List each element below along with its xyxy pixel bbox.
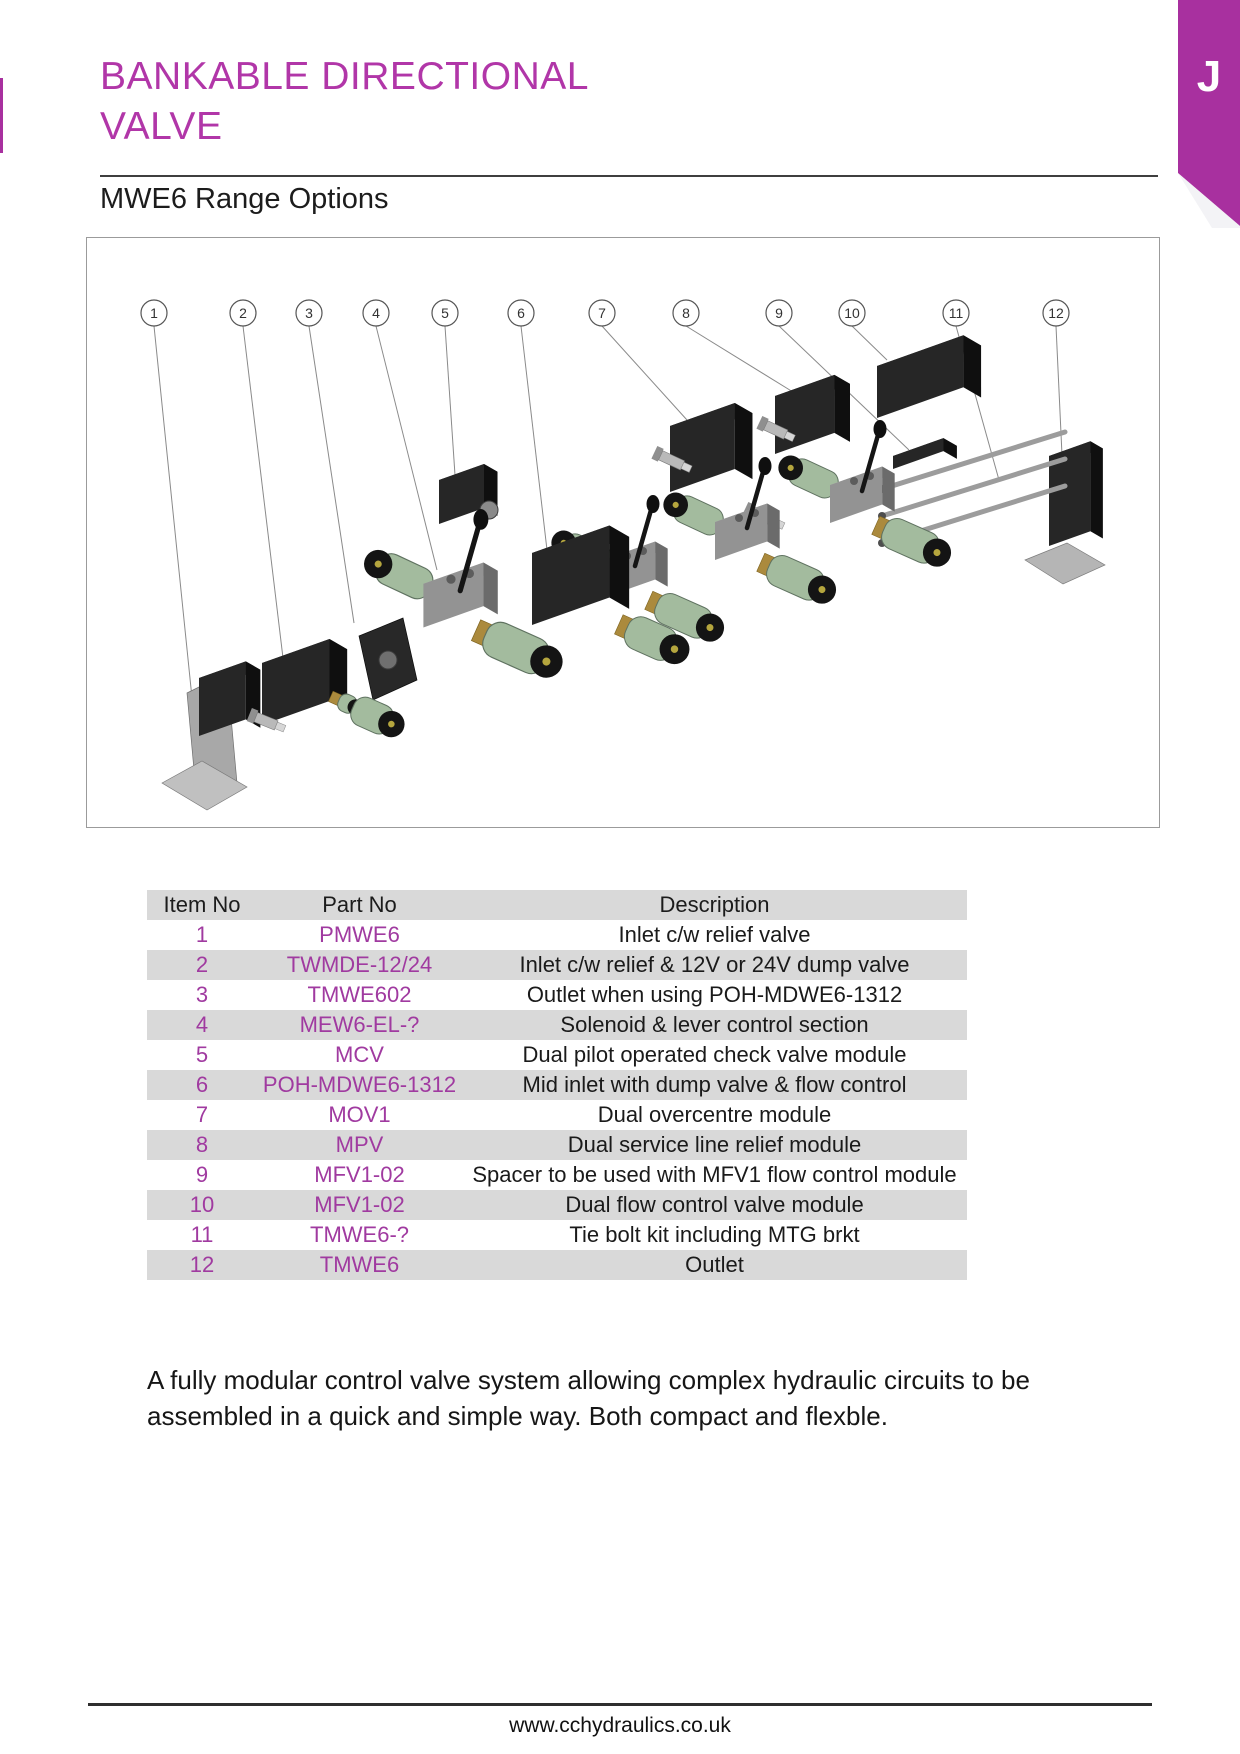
page-edge-mark bbox=[0, 78, 3, 153]
cell-item-no: 11 bbox=[190, 1222, 214, 1247]
cell-item-no: 2 bbox=[147, 950, 257, 980]
cell-part-no: MPV bbox=[257, 1130, 462, 1160]
cell-item-no: 5 bbox=[195, 1042, 209, 1067]
page-subtitle: MWE6 Range Options bbox=[100, 183, 389, 215]
cell-part-no: PMWE6 bbox=[319, 922, 400, 947]
table-row bbox=[147, 1190, 967, 1220]
part-dual-flow-control-module bbox=[877, 335, 981, 418]
callout-1 bbox=[141, 300, 167, 326]
cell-description: Inlet c/w relief valve bbox=[618, 922, 811, 947]
cell-part-no: TMWE602 bbox=[307, 982, 412, 1007]
cell-item-no: 10 bbox=[147, 1190, 257, 1220]
svg-text:5: 5 bbox=[441, 305, 449, 321]
cell-item-no: 4 bbox=[147, 1010, 257, 1040]
column-header-part-no: Part No bbox=[257, 890, 462, 920]
table-row bbox=[147, 980, 967, 1010]
cell-part-no: TMWE6 bbox=[257, 1250, 462, 1280]
cell-description: Inlet c/w relief & 12V or 24V dump valve bbox=[462, 950, 967, 980]
footer-divider bbox=[88, 1703, 1152, 1706]
cell-description: Spacer to be used with MFV1 flow control module bbox=[472, 1162, 957, 1187]
page-title bbox=[100, 52, 1000, 152]
exploded-view-diagram bbox=[87, 238, 1159, 827]
cell-description: Dual flow control valve module bbox=[462, 1190, 967, 1220]
cell-item-no: 9 bbox=[195, 1162, 209, 1187]
svg-text:9: 9 bbox=[775, 305, 783, 321]
callout-3 bbox=[296, 300, 322, 326]
page-title-line1: BANKABLE DIRECTIONAL bbox=[100, 55, 589, 98]
part-check-valve-module bbox=[439, 464, 498, 524]
cell-part-no: POH-MDWE6-1312 bbox=[257, 1070, 462, 1100]
callout-9 bbox=[766, 300, 792, 326]
callout-8 bbox=[673, 300, 699, 326]
callout-10 bbox=[839, 300, 865, 326]
description-paragraph: A fully modular control valve system allowing complex hydraulic circuits to be assembled in a quick and simple way. Both compact and flexble. bbox=[147, 1365, 1030, 1431]
cell-part-no: MCV bbox=[335, 1042, 384, 1067]
svg-text:1: 1 bbox=[150, 305, 158, 321]
parts-table bbox=[147, 890, 967, 1280]
section-tab-ribbon bbox=[1178, 0, 1240, 228]
cell-part-no: MFV1-02 bbox=[257, 1190, 462, 1220]
svg-text:3: 3 bbox=[305, 305, 313, 321]
section-tab bbox=[1178, 0, 1240, 228]
table-row bbox=[147, 1160, 967, 1190]
title-divider bbox=[100, 175, 1158, 177]
svg-text:12: 12 bbox=[1048, 305, 1064, 321]
cell-part-no: MFV1-02 bbox=[314, 1162, 405, 1187]
column-header-item-no: Item No bbox=[147, 890, 257, 920]
part-service-line-relief-module bbox=[756, 375, 850, 454]
table-row bbox=[147, 1250, 967, 1280]
page-title-line2: VALVE bbox=[100, 105, 223, 148]
cell-description: Dual service line relief module bbox=[462, 1130, 967, 1160]
svg-text:10: 10 bbox=[844, 305, 860, 321]
svg-text:7: 7 bbox=[598, 305, 606, 321]
cell-description: Solenoid & lever control section bbox=[462, 1010, 967, 1040]
cell-description: Mid inlet with dump valve & flow control bbox=[462, 1070, 967, 1100]
footer-website-link[interactable]: www.cchydraulics.co.uk bbox=[509, 1714, 731, 1737]
cell-item-no: 8 bbox=[147, 1130, 257, 1160]
table-row bbox=[147, 920, 967, 950]
table-row bbox=[147, 1040, 967, 1070]
table-row bbox=[147, 1220, 967, 1250]
svg-text:4: 4 bbox=[372, 305, 380, 321]
cell-description: Dual pilot operated check valve module bbox=[522, 1042, 907, 1067]
cell-description: Dual overcentre module bbox=[597, 1102, 832, 1127]
callout-6 bbox=[508, 300, 534, 326]
parts-table-header-row bbox=[147, 890, 967, 920]
cell-item-no: 3 bbox=[195, 982, 209, 1007]
svg-text:8: 8 bbox=[682, 305, 690, 321]
table-row bbox=[147, 1070, 967, 1100]
cell-item-no: 6 bbox=[147, 1070, 257, 1100]
cell-description: Outlet bbox=[462, 1250, 967, 1280]
cell-item-no: 12 bbox=[147, 1250, 257, 1280]
cell-part-no: MOV1 bbox=[328, 1102, 391, 1127]
callout-7 bbox=[589, 300, 615, 326]
callout-4 bbox=[363, 300, 389, 326]
callout-11 bbox=[943, 300, 969, 326]
part-spacer-plate bbox=[893, 438, 957, 469]
section-tab-letter: J bbox=[1196, 52, 1222, 101]
cell-description: Outlet when using POH-MDWE6-1312 bbox=[526, 982, 903, 1007]
cell-description: Tie bolt kit including MTG brkt bbox=[569, 1222, 860, 1247]
table-row bbox=[147, 950, 967, 980]
svg-text:6: 6 bbox=[517, 305, 525, 321]
part-outlet-plate bbox=[359, 618, 417, 700]
table-row bbox=[147, 1010, 967, 1040]
callout-12 bbox=[1043, 300, 1069, 326]
callout-5 bbox=[432, 300, 458, 326]
cell-item-no: 1 bbox=[195, 922, 209, 947]
cell-part-no: MEW6-EL-? bbox=[257, 1010, 462, 1040]
cell-part-no: TMWE6-? bbox=[310, 1222, 409, 1247]
column-header-description: Description bbox=[462, 890, 967, 920]
exploded-view-figure bbox=[86, 237, 1160, 828]
cell-item-no: 7 bbox=[195, 1102, 209, 1127]
part-outlet-endplate bbox=[1025, 441, 1105, 584]
callout-2 bbox=[230, 300, 256, 326]
svg-text:11: 11 bbox=[948, 305, 964, 321]
cell-part-no: TWMDE-12/24 bbox=[257, 950, 462, 980]
table-row bbox=[147, 1130, 967, 1160]
table-row bbox=[147, 1100, 967, 1130]
svg-text:2: 2 bbox=[239, 305, 247, 321]
